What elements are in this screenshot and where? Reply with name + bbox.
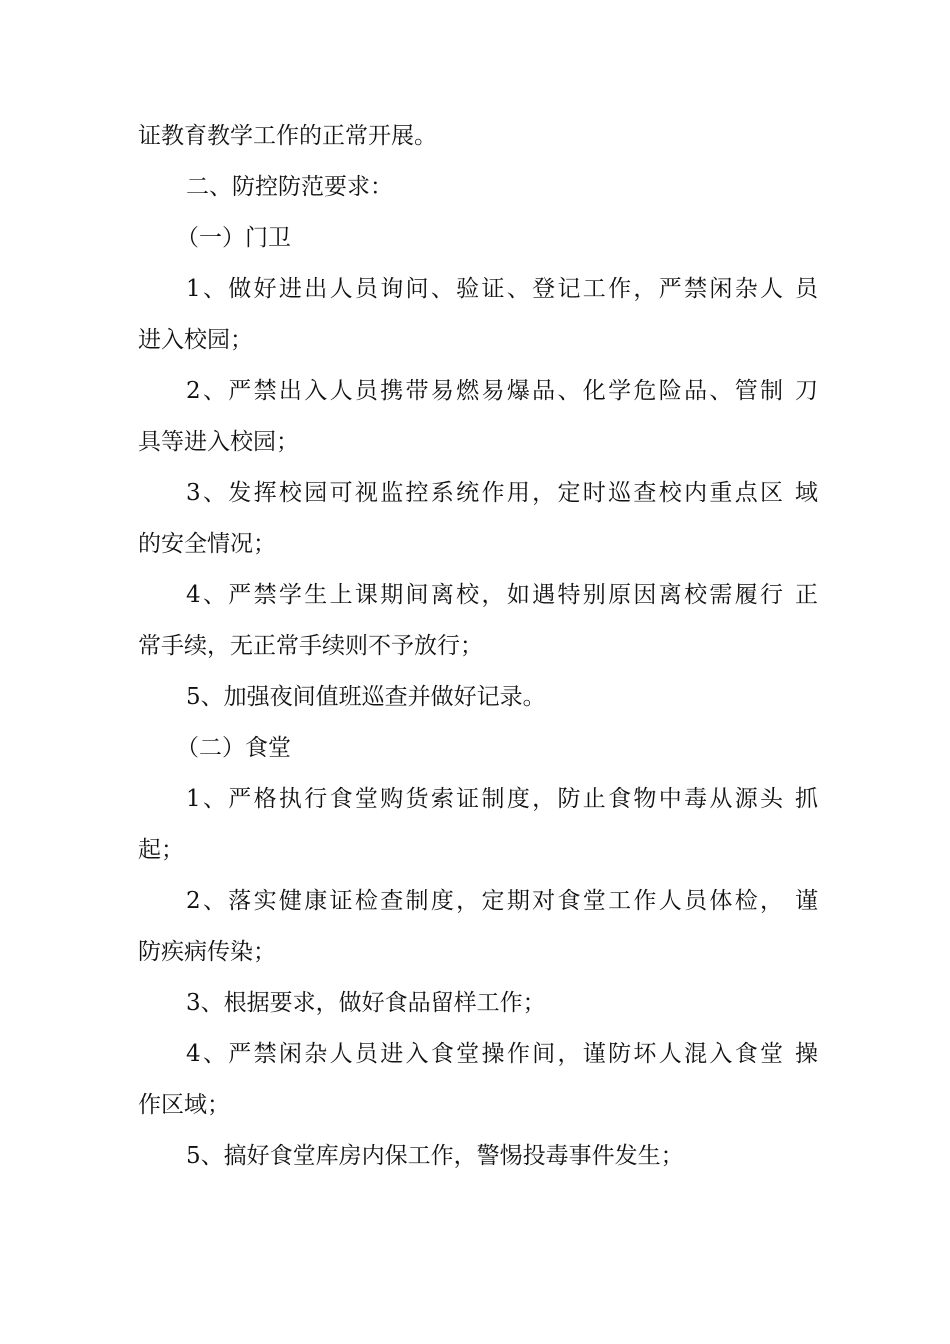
list-item-line: 4、严禁学生上课期间离校，如遇特别原因离校需履行 正 — [186, 582, 818, 608]
list-item-line: 3、发挥校园可视监控系统作用，定时巡查校内重点区 域 — [186, 480, 818, 506]
list-item-line: 5、搞好食堂库房内保工作，警惕投毒事件发生； — [186, 1143, 684, 1169]
list-item-line: 常手续，无正常手续则不予放行； — [138, 633, 483, 659]
subsection-heading-canteen: （二）食堂 — [176, 735, 291, 761]
list-item-line: 的安全情况； — [138, 531, 276, 557]
list-item-line: 2、严禁出入人员携带易燃易爆品、化学危险品、管制 刀 — [186, 378, 818, 404]
list-item-line: 作区域； — [138, 1092, 230, 1118]
list-item-line: 防疾病传染； — [138, 939, 276, 965]
list-item-line: 1、严格执行食堂购货索证制度，防止食物中毒从源头 抓 — [186, 786, 818, 812]
paragraph-line: 证教育教学工作的正常开展。 — [138, 123, 437, 149]
section-heading: 二、防控防范要求： — [186, 174, 393, 200]
list-item-line: 起； — [138, 837, 184, 863]
list-item-line: 进入校园； — [138, 327, 253, 353]
list-item-line: 4、严禁闲杂人员进入食堂操作间，谨防坏人混入食堂 操 — [186, 1041, 818, 1067]
list-item-line: 3、根据要求，做好食品留样工作； — [186, 990, 546, 1016]
list-item-line: 1、做好进出人员询问、验证、登记工作，严禁闲杂人 员 — [186, 276, 818, 302]
list-item-line: 5、加强夜间值班巡查并做好记录。 — [186, 684, 546, 710]
list-item-line: 2、落实健康证检查制度，定期对食堂工作人员体检， 谨 — [186, 888, 818, 914]
subsection-heading-gatekeeper: （一）门卫 — [176, 225, 291, 251]
list-item-line: 具等进入校园； — [138, 429, 299, 455]
